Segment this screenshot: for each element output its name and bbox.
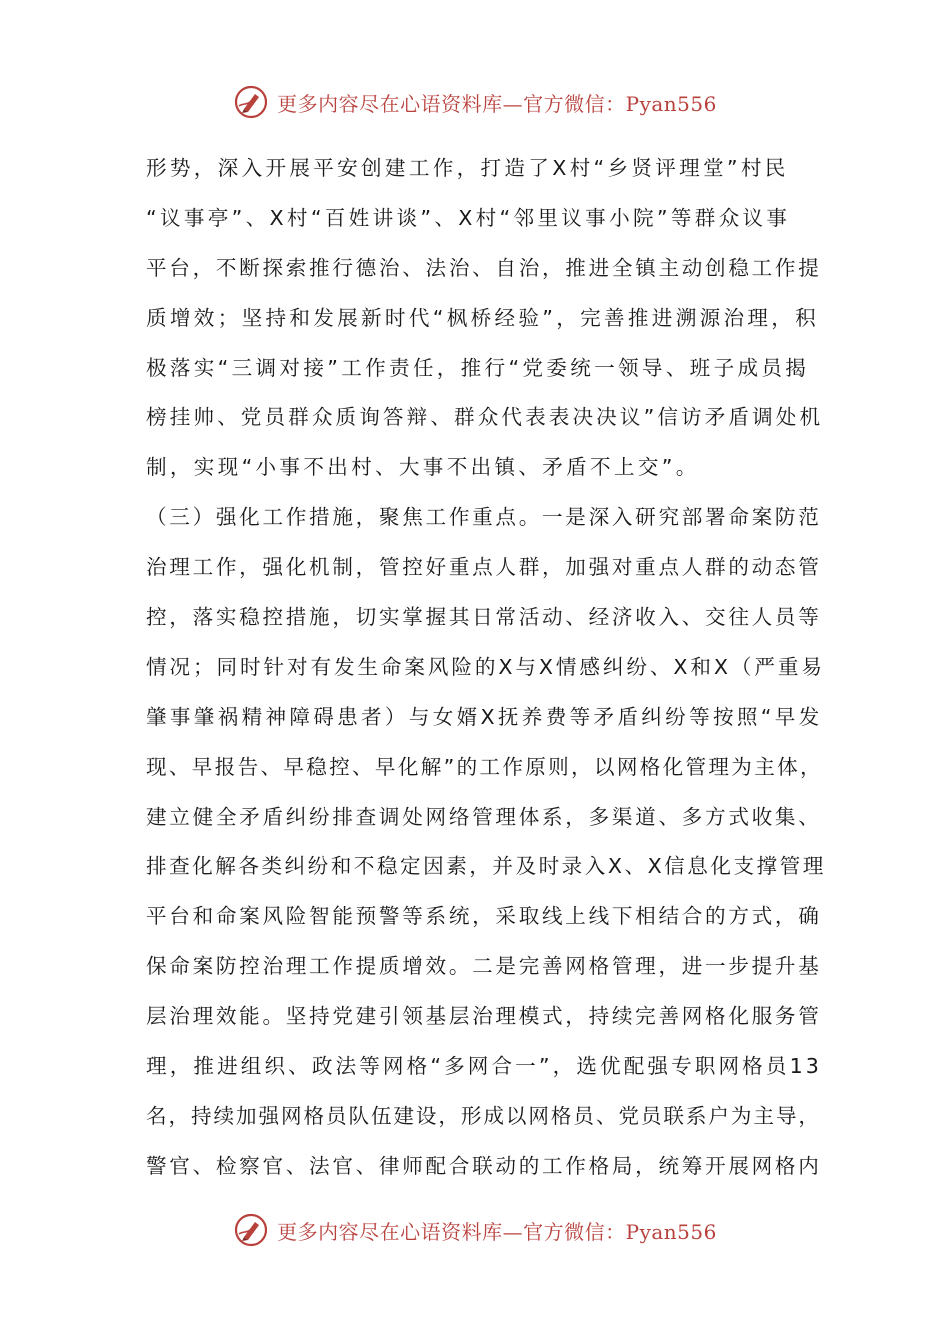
text-line: 制，实现“小事不出村、大事不出镇、矛盾不上交”。 [146,455,700,480]
pen-nib-logo-icon [233,1212,269,1248]
text-line: “议事亭”、X村“百姓讲谈”、X村“邻里议事小院”等群众议事 [146,205,791,230]
text-line: （三）强化工作措施，聚焦工作重点。一是深入研究部署命案防范 [146,505,822,530]
text-line: 警官、检察官、法官、律师配合联动的工作格局，统筹开展网格内 [146,1153,822,1178]
text-line: 平台，不断探索推行德治、法治、自治，推进全镇主动创稳工作提 [146,255,822,280]
text-line: 质增效；坚持和发展新时代“枫桥经验”，完善推进溯源治理，积 [146,305,820,330]
text-line: 理，推进组织、政法等网格“多网合一”，选优配强专职网格员13 [146,1054,822,1079]
text-line: 形势，深入开展平安创建工作，打造了X村“乡贤评理堂”村民 [146,156,789,180]
text-line: 极落实“三调对接”工作责任，推行“党委统一领导、班子成员揭 [146,355,810,380]
text-line: 情况；同时针对有发生命案风险的X与X情感纠纷、X和X（严重易 [146,654,825,679]
text-line: 保命案防控治理工作提质增效。二是完善网格管理，进一步提升基 [146,954,822,979]
watermark-text: 更多内容尽在心语资料库—官方微信：Pyan556 [277,1219,717,1244]
watermark-text: 更多内容尽在心语资料库—官方微信：Pyan556 [277,91,717,116]
text-line: 控，落实稳控措施，切实掌握其日常活动、经济收入、交往人员等 [146,605,822,630]
text-line: 名，持续加强网格员队伍建设，形成以网格员、党员联系户为主导， [146,1103,821,1128]
text-line: 现、早报告、早稳控、早化解”的工作原则，以网格化管理为主体， [146,754,823,779]
text-line: 治理工作，强化机制，管控好重点人群，加强对重点人群的动态管 [146,555,822,580]
document-body [146,144,826,1192]
footer-watermark [0,1210,950,1250]
text-line: 建立健全矛盾纠纷排查调处网络管理体系，多渠道、多方式收集、 [146,804,822,829]
header-watermark [0,82,950,122]
pen-nib-logo-icon [233,84,269,120]
text-line: 层治理效能。坚持党建引领基层治理模式，持续完善网格化服务管 [146,1004,822,1029]
text-line: 排查化解各类纠纷和不稳定因素，并及时录入X、X信息化支撑管理 [146,854,826,879]
text-line: 榜挂帅、党员群众质询答辩、群众代表表决决议”信访矛盾调处机 [146,405,824,430]
text-line: 肇事肇祸精神障碍患者）与女婿X抚养费等矛盾纠纷等按照“早发 [146,704,823,729]
text-line: 平台和命案风险智能预警等系统，采取线上线下相结合的方式，确 [146,904,822,929]
